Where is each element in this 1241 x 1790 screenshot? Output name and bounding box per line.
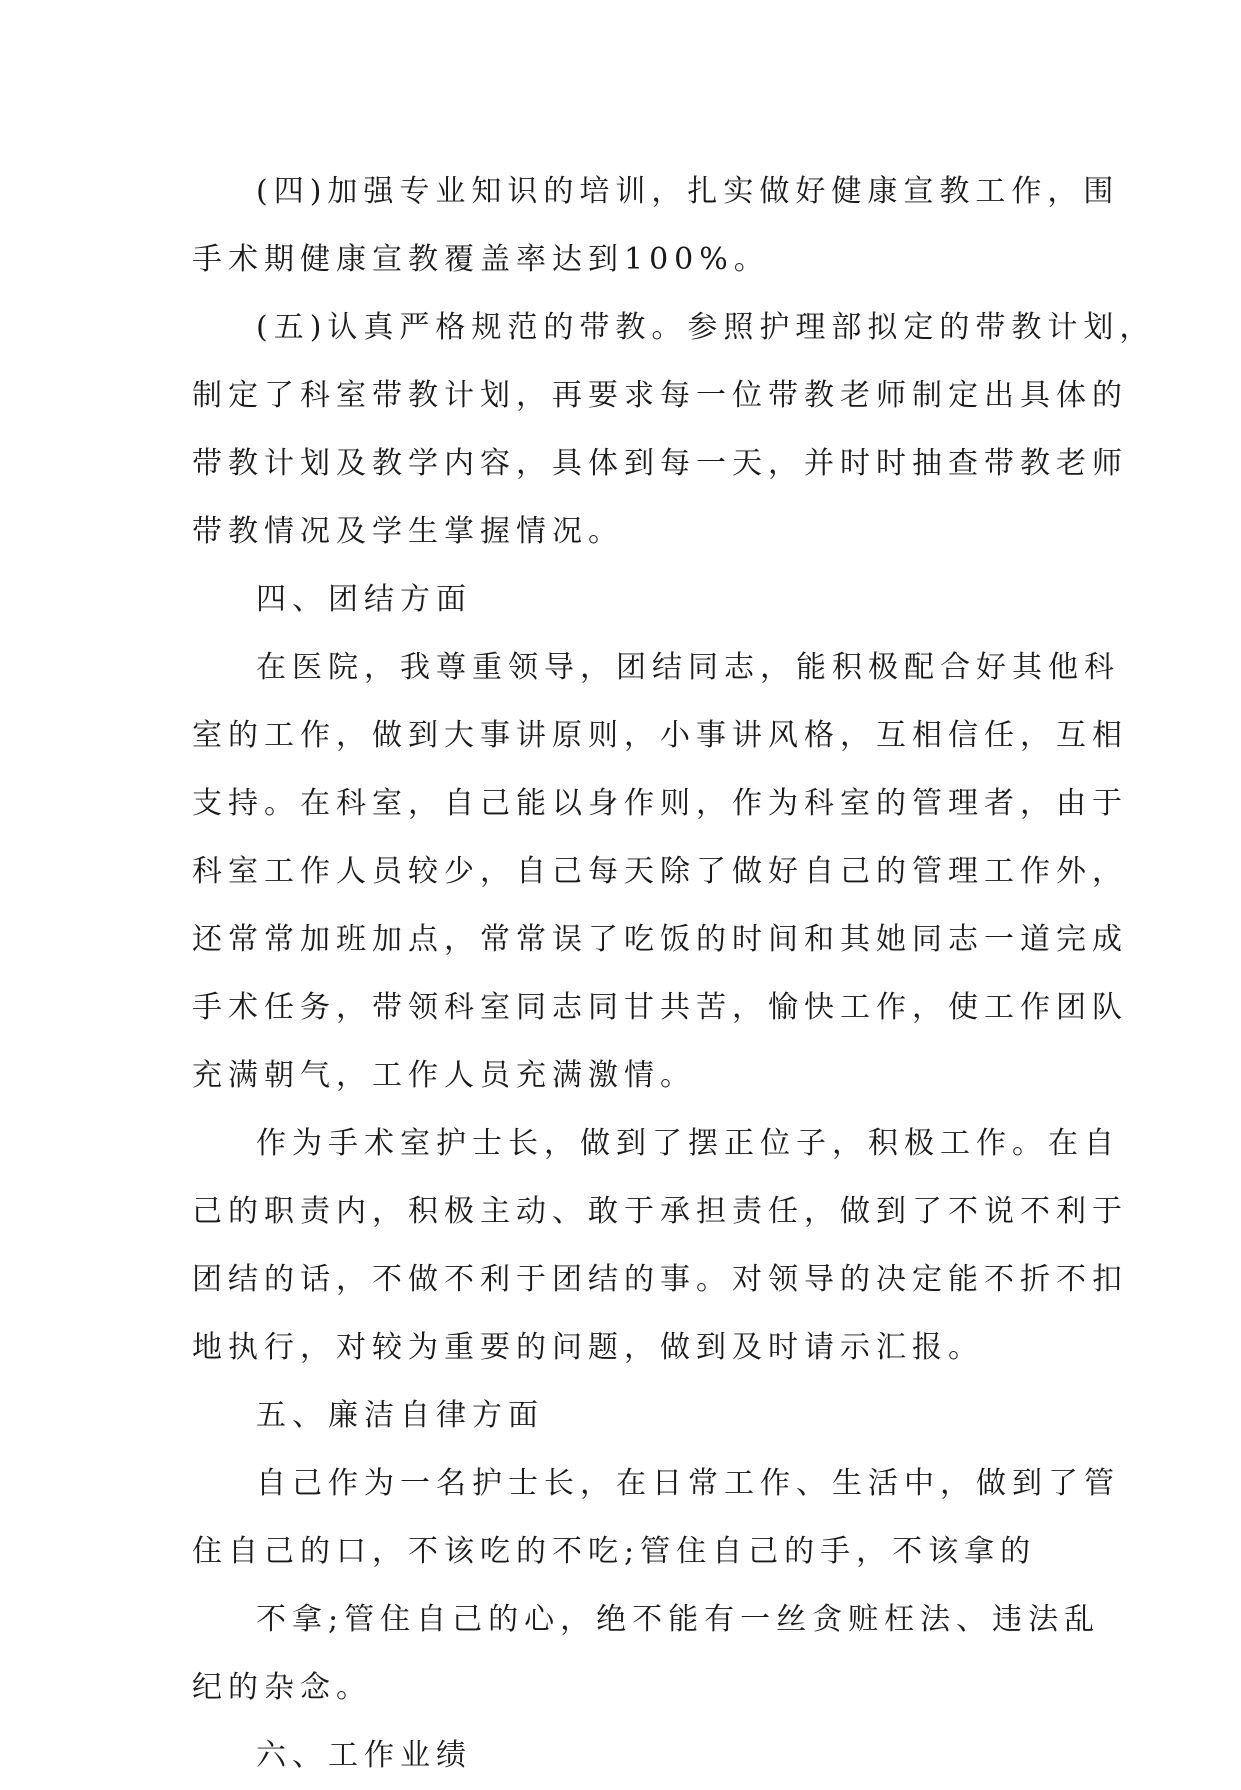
text-line: 制定了科室带教计划，再要求每一位带教老师制定出具体的 (192, 378, 1128, 413)
text-line: 科室工作人员较少，自己每天除了做好自己的管理工作外， (192, 854, 1128, 889)
text-line: 还常常加班加点，常常误了吃饭的时间和其她同志一道完成 (192, 922, 1128, 957)
text-line: 团结的话，不做不利于团结的事。对领导的决定能不折不扣 (192, 1262, 1128, 1297)
text-line: 充满朝气，工作人员充满激情。 (192, 1058, 696, 1093)
text-line: 纪的杂念。 (192, 1670, 372, 1705)
text-line: 地执行，对较为重要的问题，做到及时请示汇报。 (192, 1330, 984, 1365)
section-heading: 四、团结方面 (256, 582, 472, 617)
text-line: 手术任务，带领科室同志同甘共苦，愉快工作，使工作团队 (192, 990, 1128, 1025)
text-line: 支持。在科室，自己能以身作则，作为科室的管理者，由于 (192, 786, 1128, 821)
text-line: 住自己的口，不该吃的不吃;管住自己的手，不该拿的 (192, 1534, 1037, 1569)
text-line: 不拿;管住自己的心，绝不能有一丝贪赃枉法、违法乱 (256, 1602, 1101, 1637)
text-line: 带教计划及教学内容，具体到每一天，并时时抽查带教老师 (192, 446, 1128, 481)
text-line: (五)认真严格规范的带教。参照护理部拟定的带教计划， (256, 310, 1156, 345)
section-heading: 五、廉洁自律方面 (256, 1398, 544, 1433)
text-line: 手术期健康宣教覆盖率达到100%。 (192, 242, 770, 277)
text-line: 作为手术室护士长，做到了摆正位子，积极工作。在自 (256, 1126, 1120, 1161)
text-line: 带教情况及学生掌握情况。 (192, 514, 624, 549)
text-line: 在医院，我尊重领导，团结同志，能积极配合好其他科 (256, 650, 1120, 685)
section-heading: 六、工作业绩 (256, 1738, 472, 1773)
text-line: (四)加强专业知识的培训，扎实做好健康宣教工作，围 (256, 174, 1120, 209)
text-line: 自己作为一名护士长，在日常工作、生活中，做到了管 (256, 1466, 1120, 1501)
document-body (192, 158, 1156, 1790)
text-line: 己的职责内，积极主动、敢于承担责任，做到了不说不利于 (192, 1194, 1128, 1229)
text-line: 室的工作，做到大事讲原则，小事讲风格，互相信任，互相 (192, 718, 1128, 753)
